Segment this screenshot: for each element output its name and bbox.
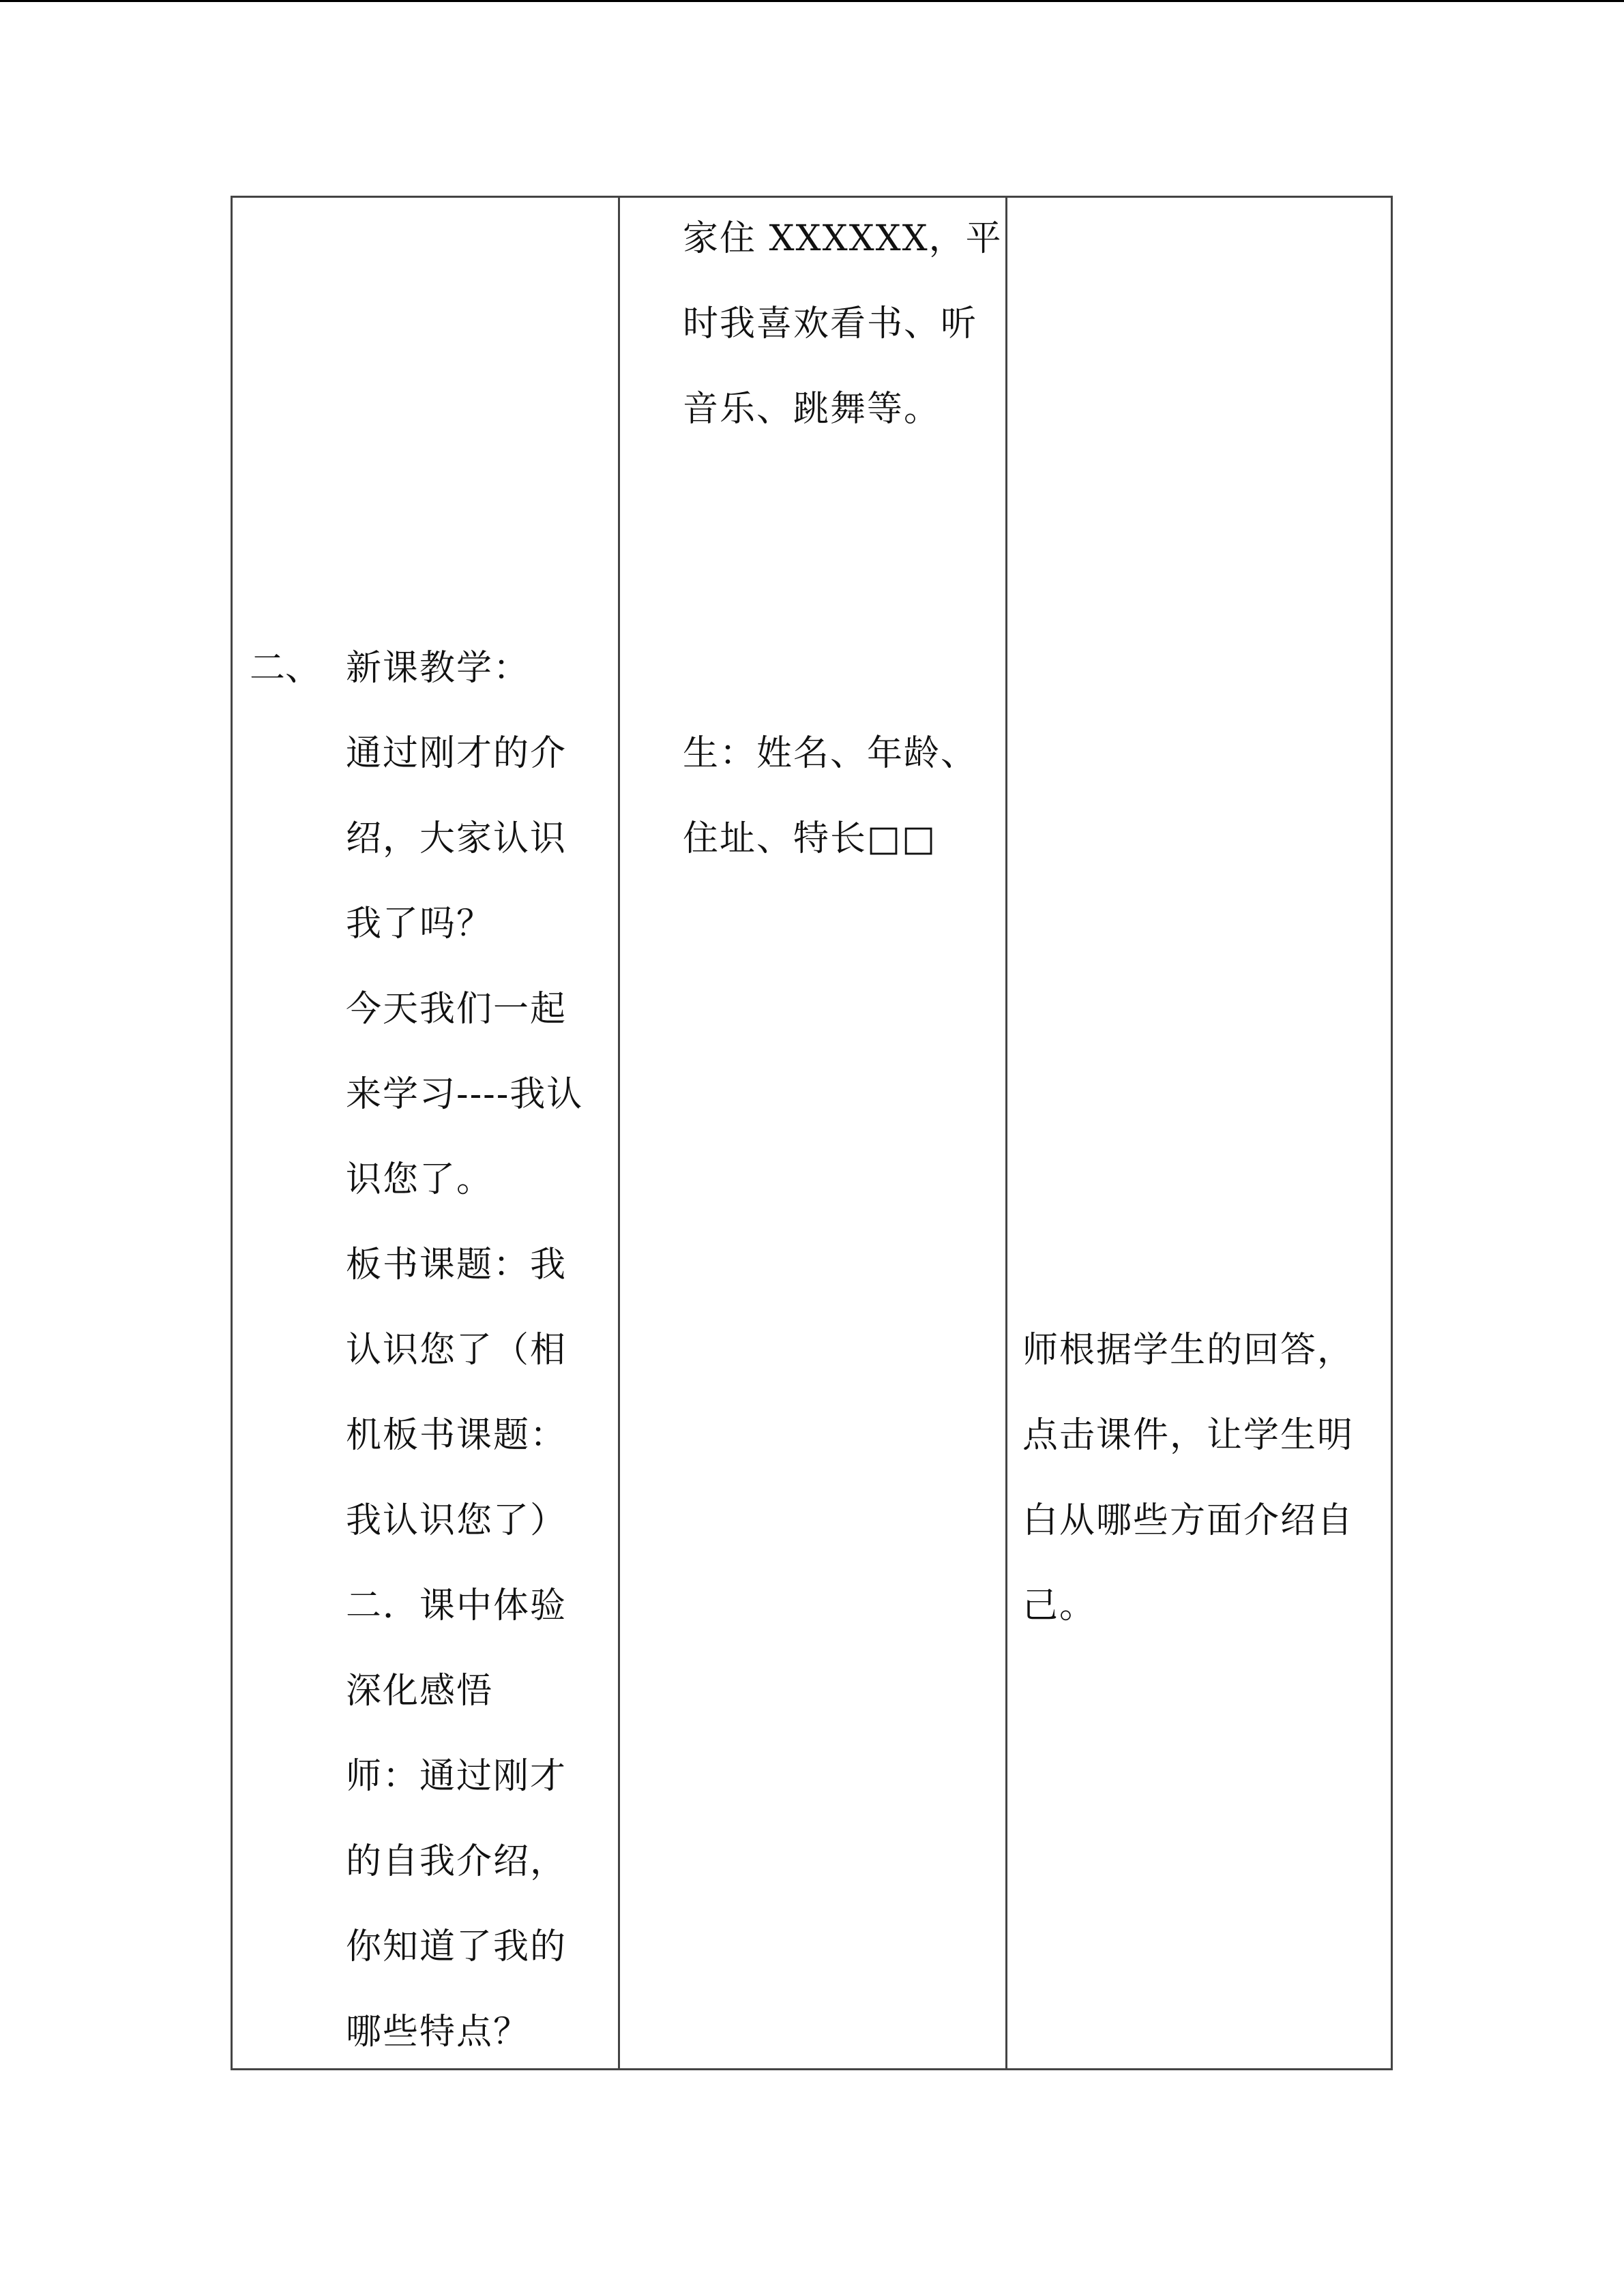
teacher-line: 的自我介绍， (346, 1841, 567, 1882)
lesson-plan-table (231, 196, 1393, 2070)
teacher-line: 我认识您了） (346, 1500, 567, 1541)
teacher-line: 绍，大家认识 (346, 818, 567, 859)
teacher-line: 哪些特点？ (346, 2012, 531, 2053)
student-line: 时我喜欢看书、听 (683, 303, 978, 344)
teacher-activity-cell (233, 198, 618, 2068)
design-line: 点击课件，让学生明 (1022, 1415, 1355, 1456)
design-line: 己。 (1022, 1585, 1097, 1626)
student-line: 生：姓名、年龄、 (683, 733, 978, 774)
teacher-line: 师：通过刚才 (346, 1756, 567, 1797)
design-intent-cell (1007, 198, 1393, 2068)
teacher-line: 通过刚才的介 (346, 733, 567, 774)
section-number: 二、 (250, 648, 321, 689)
student-line: 家住 XXXXXX，平 (683, 218, 1003, 259)
student-line: 住址、特长□□ (683, 818, 937, 859)
teacher-line: 二．课中体验 (346, 1585, 567, 1626)
teacher-line: 来学习----我认 (346, 1074, 584, 1115)
student-line: 音乐、跳舞等。 (683, 389, 941, 430)
student-activity-cell (620, 198, 1005, 2068)
teacher-line: 识您了。 (346, 1159, 494, 1200)
teacher-line: 机板书课题： (346, 1415, 567, 1456)
teacher-line: 今天我们一起 (346, 989, 567, 1030)
teacher-line: 新课教学： (346, 648, 531, 689)
teacher-line: 认识您了（相 (346, 1330, 567, 1371)
teacher-line: 你知道了我的 (346, 1926, 567, 1967)
teacher-line: 我了吗？ (346, 904, 494, 944)
design-line: 师根据学生的回答， (1022, 1330, 1355, 1371)
design-line: 白从哪些方面介绍自 (1022, 1500, 1355, 1541)
teacher-line: 深化感悟 (346, 1671, 494, 1712)
teacher-line: 板书课题：我 (346, 1244, 567, 1285)
page-top-border (0, 0, 1624, 2)
